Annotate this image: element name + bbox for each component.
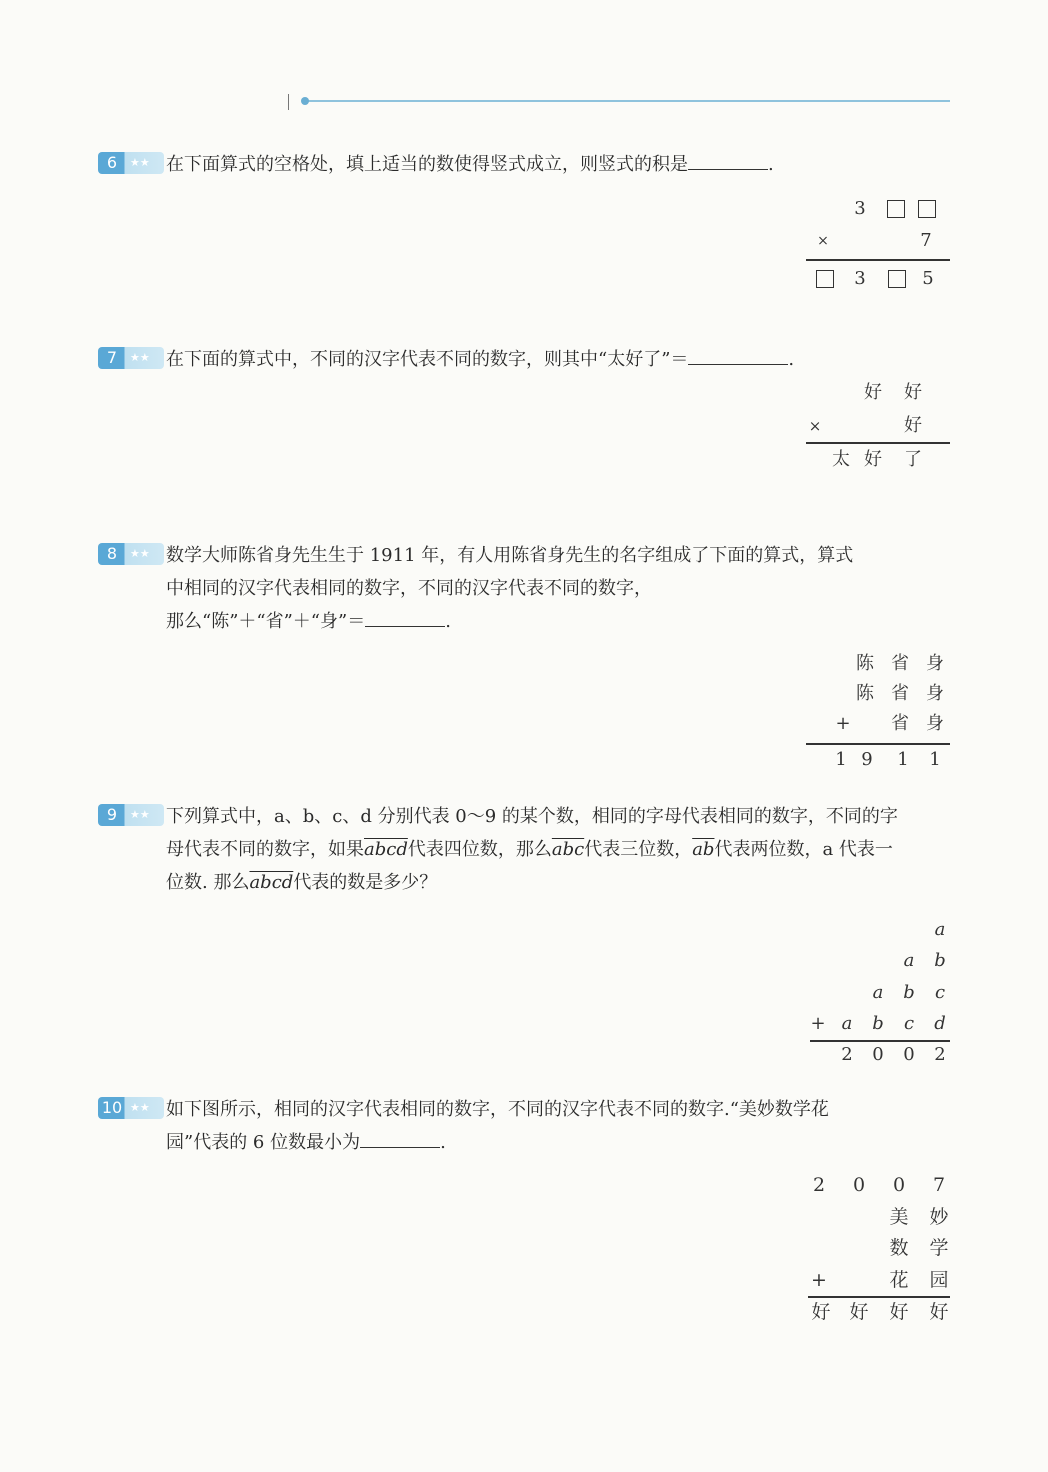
problem-text-line: 中相同的汉字代表相同的数字，不同的汉字代表不同的数字， [166, 578, 652, 599]
difficulty-stars-icon: ★★ [130, 1101, 150, 1114]
digit: 好 [904, 415, 922, 436]
answer-blank[interactable] [688, 151, 768, 170]
problem-number: 9 [106, 805, 118, 824]
problem-text-line: 下列算式中，a、b、c、d 分别代表 0～9 的某个数，相同的字母代表相同的数字，不同的字 [166, 806, 898, 827]
calc-rule [806, 259, 950, 261]
digit: 1 [835, 749, 847, 770]
problem-badge [98, 347, 164, 369]
digit: 0 [872, 1044, 884, 1065]
digit: 身 [926, 653, 944, 674]
text-seg: 代表四位数，那么 [407, 839, 552, 860]
answer-blank[interactable] [688, 346, 788, 365]
problem-badge [98, 152, 164, 174]
digit: 身 [926, 683, 944, 704]
digit: 花 [889, 1269, 909, 1291]
answer-blank[interactable] [365, 608, 445, 627]
text-seg: 代表的数是多少？ [293, 872, 438, 893]
digit: 美 [889, 1206, 909, 1228]
digit: 陈 [856, 683, 874, 704]
difficulty-stars-icon: ★★ [130, 547, 150, 560]
digit: 学 [929, 1237, 949, 1259]
problem-number: 8 [106, 544, 118, 563]
digit: 2 [841, 1044, 853, 1065]
problem-badge [98, 804, 164, 826]
digit: 7 [920, 230, 932, 251]
digit: 3 [854, 268, 866, 289]
digit: 7 [932, 1174, 946, 1196]
digit: a [934, 919, 946, 940]
digit: 0 [852, 1174, 866, 1196]
problem-number: 7 [106, 348, 118, 367]
problem-8 [98, 539, 950, 638]
header-dot [301, 97, 309, 105]
digit: a [841, 1013, 853, 1034]
problem-text [166, 1093, 950, 1159]
digit: 好 [864, 382, 882, 403]
problem-text [166, 539, 950, 638]
plus-sign: + [835, 713, 851, 734]
text-seg: 代表三位数， [584, 839, 693, 860]
digit: 省 [891, 653, 909, 674]
problem-text-line: 那么“陈”＋“省”＋“身”＝ [166, 611, 366, 632]
punct: . [768, 154, 774, 175]
overline-number: $\overline{ab}$ [692, 839, 715, 860]
calc-rule [806, 743, 950, 745]
digit: c [903, 1013, 915, 1034]
overline-number: $\overline{abc}$ [551, 839, 585, 860]
digit: 0 [903, 1044, 915, 1065]
difficulty-stars-icon: ★★ [130, 808, 150, 821]
problem-6 [98, 148, 950, 181]
digit: 省 [891, 683, 909, 704]
digit: 园 [929, 1269, 949, 1291]
problem-text [166, 148, 950, 181]
plus-sign: + [811, 1269, 827, 1291]
digit: b [903, 982, 915, 1003]
digit: b [934, 950, 946, 971]
blank-box[interactable] [816, 270, 834, 288]
digit: 2 [934, 1044, 946, 1065]
digit: 陈 [856, 653, 874, 674]
digit: 好 [929, 1301, 949, 1323]
digit: 省 [891, 713, 909, 734]
text-seg: 位数. 那么 [166, 872, 250, 893]
problem-10 [98, 1093, 950, 1159]
plus-sign: + [810, 1013, 826, 1034]
digit: 好 [889, 1301, 909, 1323]
digit: d [934, 1013, 946, 1034]
problem-number: 10 [101, 1098, 123, 1117]
blank-box[interactable] [918, 200, 936, 218]
calc-rule [806, 442, 950, 444]
problem-number: 6 [106, 153, 118, 172]
punct: . [788, 349, 795, 370]
digit: 9 [861, 749, 873, 770]
problem-text-line: 数学大师陈省身先生生于 1911 年，有人用陈省身先生的名字组成了下面的算式，算式 [166, 545, 854, 566]
header-rule [303, 100, 950, 102]
digit: 好 [849, 1301, 869, 1323]
problem-7 [98, 343, 950, 376]
problem-text-line: 园”代表的 6 位数最小为 [166, 1132, 361, 1153]
digit: 好 [811, 1301, 831, 1323]
problem-text-line: 如下图所示，相同的汉字代表相同的数字，不同的汉字代表不同的数字.“美妙数学花 [166, 1099, 829, 1120]
overline-number: abcd [364, 839, 408, 860]
digit: 1 [897, 749, 909, 770]
digit: b [872, 1013, 884, 1034]
header-tick [288, 94, 289, 110]
blank-box[interactable] [887, 200, 905, 218]
digit: 太 [832, 449, 850, 470]
digit: a [872, 982, 884, 1003]
digit: 2 [812, 1174, 826, 1196]
digit: 5 [922, 268, 934, 289]
multiply-sign: × [808, 417, 822, 435]
multiply-sign: × [817, 233, 829, 249]
text-seg: 母代表不同的数字，如果 [166, 839, 364, 860]
text-seg: 代表两位数，a 代表一 [714, 839, 893, 860]
difficulty-stars-icon: ★★ [130, 351, 150, 364]
digit: 好 [904, 382, 922, 403]
problem-text [166, 343, 950, 376]
punct: . [440, 1132, 446, 1153]
problem-text-body: 在下面算式的空格处，填上适当的数使得竖式成立，则竖式的积是 [166, 154, 688, 175]
difficulty-stars-icon: ★★ [130, 156, 150, 169]
problem-text-line [166, 833, 950, 866]
digit: 妙 [929, 1206, 949, 1228]
problem-text [166, 800, 950, 899]
overline-number: abcd [249, 872, 294, 893]
problem-badge [98, 543, 164, 565]
digit: c [934, 982, 946, 1003]
punct: . [445, 611, 451, 632]
problem-9 [98, 800, 950, 899]
digit: 3 [854, 198, 866, 219]
digit: 0 [892, 1174, 906, 1196]
digit: 了 [904, 449, 922, 470]
digit: 好 [864, 449, 882, 470]
digit: a [903, 950, 915, 971]
blank-box[interactable] [888, 270, 906, 288]
problem-badge [98, 1097, 164, 1119]
digit: 数 [889, 1237, 909, 1259]
digit: 身 [926, 713, 944, 734]
answer-blank[interactable] [360, 1129, 440, 1148]
problem-text-line [166, 866, 950, 899]
digit: 1 [929, 749, 941, 770]
problem-text-body: 在下面的算式中，不同的汉字代表不同的数字，则其中“太好了”＝ [166, 349, 689, 370]
